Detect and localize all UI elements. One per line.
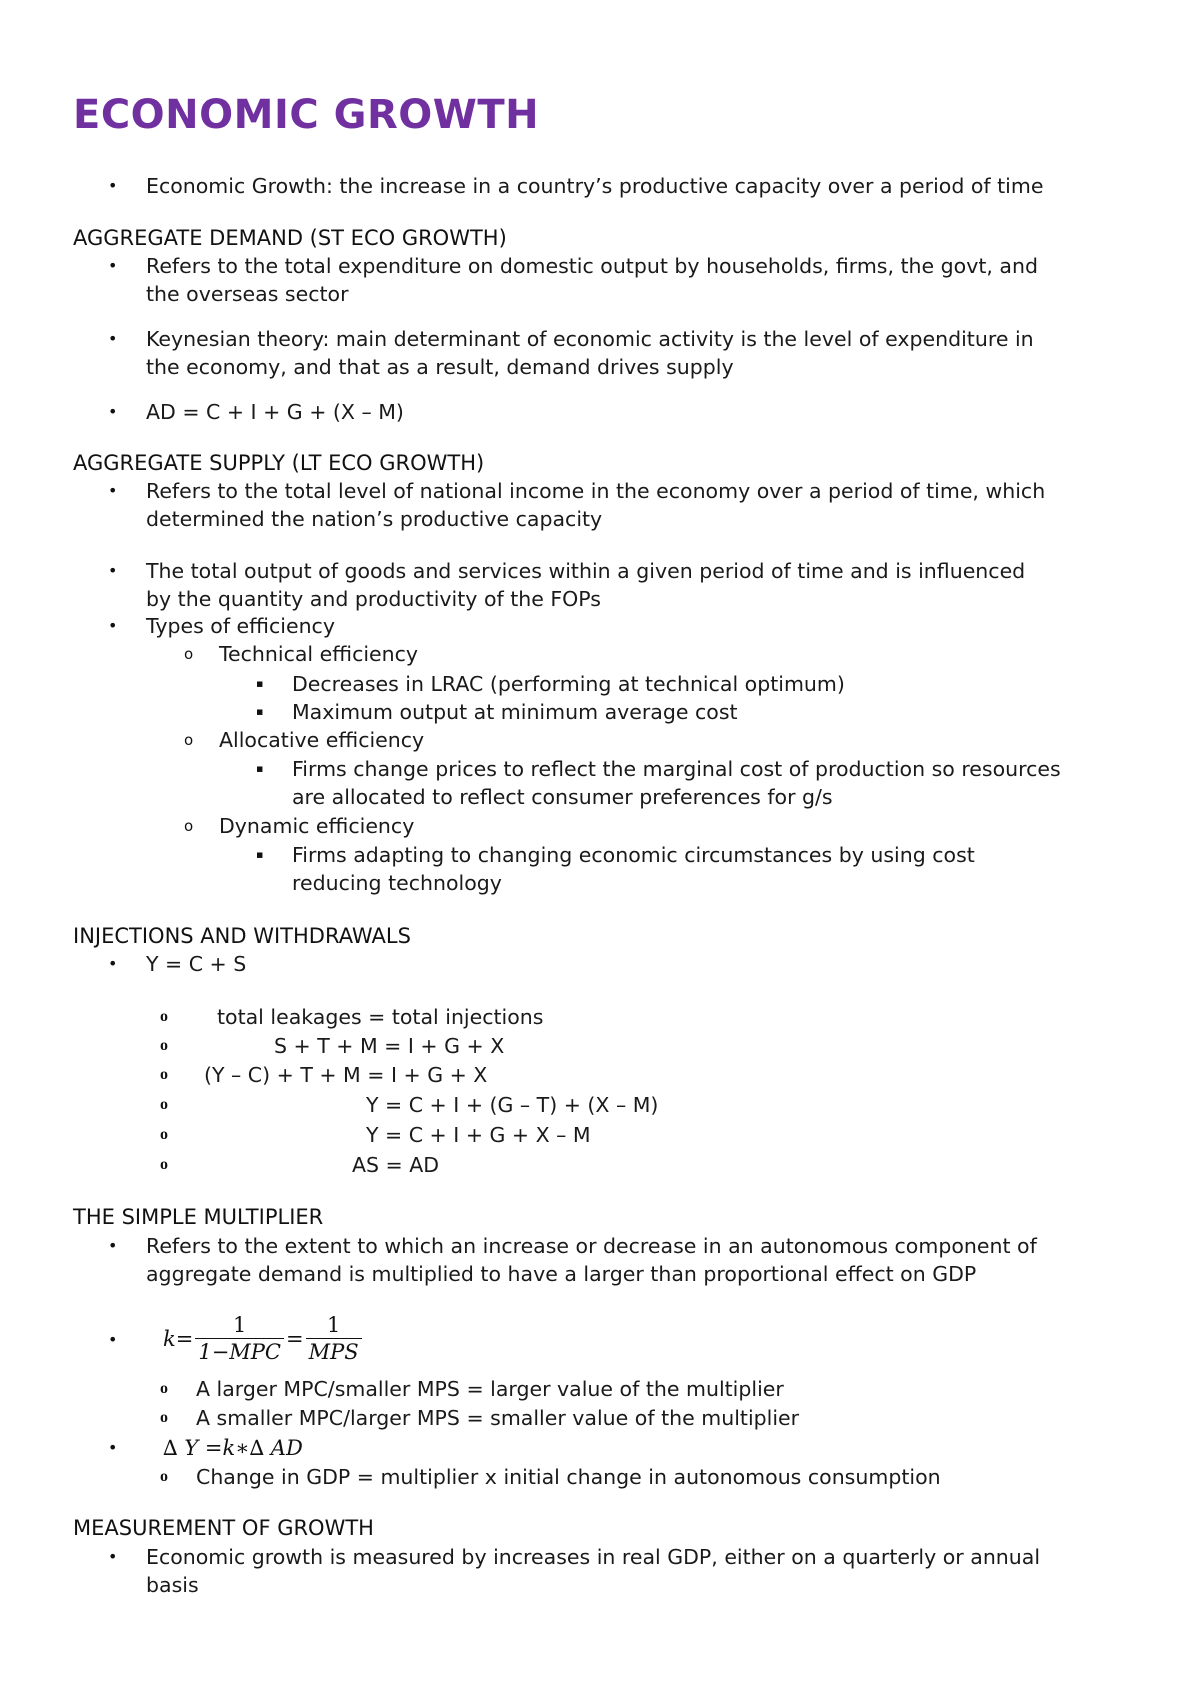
- technical-item-1: Decreases in LRAC (performing at technical optimum): [292, 672, 845, 696]
- section-heading-aggregate-supply: AGGREGATE SUPPLY (LT ECO GROWTH): [73, 451, 485, 475]
- bullet-marker: •: [108, 176, 118, 195]
- circle-marker: o: [160, 1008, 168, 1025]
- equation-4: Y = C + I + (G – T) + (X – M): [366, 1093, 659, 1117]
- multiplier-sub-1: A larger MPC/smaller MPS = larger value of the multiplier: [196, 1377, 784, 1401]
- bullet-marker: •: [108, 256, 118, 275]
- square-marker: ▪: [256, 848, 264, 861]
- bullet-marker: •: [108, 329, 118, 348]
- ad-bullet-1-line-1: Refers to the total expenditure on domestic output by households, firms, the govt, and: [146, 254, 1038, 278]
- equation-1: total leakages = total injections: [217, 1005, 544, 1029]
- equation-3: (Y – C) + T + M = I + G + X: [204, 1063, 488, 1087]
- equation-5: Y = C + I + G + X – M: [366, 1123, 591, 1147]
- allocative-item-line-1: Firms change prices to reflect the marginal cost of production so resources: [292, 757, 1061, 781]
- ad-bullet-2-line-2: the economy, and that as a result, demand drives supply: [146, 355, 734, 379]
- circle-marker: o: [184, 645, 194, 663]
- ad-formula: AD = C + I + G + (X – M): [146, 400, 404, 424]
- ad-bullet-2-line-1: Keynesian theory: main determinant of economic activity is the level of expenditure in: [146, 327, 1034, 351]
- equals-sign: =: [286, 1326, 304, 1351]
- circle-marker: o: [160, 1126, 168, 1143]
- delta-formula: ∆ Y =k∗∆ AD: [163, 1436, 303, 1460]
- dynamic-efficiency: Dynamic efficiency: [219, 814, 415, 838]
- dynamic-item-line-1: Firms adapting to changing economic circumstances by using cost: [292, 843, 975, 867]
- numerator: 1: [306, 1312, 362, 1339]
- measurement-line-1: Economic growth is measured by increases in real GDP, either on a quarterly or annual: [146, 1545, 1041, 1569]
- allocative-item-line-2: are allocated to reflect consumer preferences for g/s: [292, 785, 833, 809]
- as-bullet-2-line-1: The total output of goods and services within a given period of time and is influenced: [146, 559, 1026, 583]
- circle-marker: o: [160, 1096, 168, 1113]
- circle-marker: o: [160, 1066, 168, 1083]
- circle-marker: o: [184, 817, 194, 835]
- bullet-marker: •: [108, 481, 118, 500]
- circle-marker: o: [160, 1409, 168, 1426]
- dynamic-item-line-2: reducing technology: [292, 871, 502, 895]
- multiplier-sub-2: A smaller MPC/larger MPS = smaller value of the multiplier: [196, 1406, 800, 1430]
- multiplier-formula: [163, 1312, 364, 1365]
- equation-2: S + T + M = I + G + X: [274, 1034, 505, 1058]
- circle-marker: o: [160, 1156, 168, 1173]
- as-bullet-1-line-2: determined the nation’s productive capacity: [146, 507, 603, 531]
- measurement-line-2: basis: [146, 1573, 199, 1597]
- ad-bullet-1-line-2: the overseas sector: [146, 282, 349, 306]
- bullet-marker: •: [108, 1547, 118, 1566]
- section-heading-measurement: MEASUREMENT OF GROWTH: [73, 1516, 374, 1540]
- technical-item-2: Maximum output at minimum average cost: [292, 700, 738, 724]
- intro-text: Economic Growth: the increase in a country’s productive capacity over a period of time: [146, 174, 1044, 198]
- multiplier-k: k: [163, 1326, 176, 1351]
- equation-6: AS = AD: [352, 1153, 440, 1177]
- denominator-mps: MPS: [308, 1340, 359, 1364]
- as-bullet-2-line-2: by the quantity and productivity of the FOPs: [146, 587, 601, 611]
- circle-marker: o: [160, 1468, 168, 1485]
- circle-marker: o: [160, 1380, 168, 1397]
- bullet-marker: •: [108, 954, 118, 973]
- circle-marker: o: [184, 731, 194, 749]
- fraction-1-over-mps: [306, 1312, 362, 1365]
- numerator: 1: [195, 1312, 284, 1339]
- injections-identity: Y = C + S: [146, 952, 247, 976]
- equals-sign: =: [175, 1326, 194, 1351]
- square-marker: ▪: [256, 677, 264, 690]
- as-types-of-efficiency: Types of efficiency: [146, 614, 335, 638]
- square-marker: ▪: [256, 705, 264, 718]
- multiplier-sub-3: Change in GDP = multiplier x initial change in autonomous consumption: [196, 1465, 941, 1489]
- multiplier-def-line-2: aggregate demand is multiplied to have a larger than proportional effect on GDP: [146, 1262, 977, 1286]
- allocative-efficiency: Allocative efficiency: [219, 728, 425, 752]
- bullet-marker: •: [108, 1330, 118, 1349]
- section-heading-injections: INJECTIONS AND WITHDRAWALS: [73, 924, 411, 948]
- section-heading-multiplier: THE SIMPLE MULTIPLIER: [73, 1205, 324, 1229]
- fraction-1-over-1-minus-mpc: [195, 1312, 284, 1365]
- circle-marker: o: [160, 1037, 168, 1054]
- as-bullet-1-line-1: Refers to the total level of national income in the economy over a period of time, which: [146, 479, 1046, 503]
- technical-efficiency: Technical efficiency: [219, 642, 419, 666]
- section-heading-aggregate-demand: AGGREGATE DEMAND (ST ECO GROWTH): [73, 226, 507, 250]
- denominator-1-minus-mpc: 1−MPC: [198, 1340, 282, 1364]
- bullet-marker: •: [108, 616, 118, 635]
- bullet-marker: •: [108, 1236, 118, 1255]
- bullet-marker: •: [108, 1438, 118, 1457]
- bullet-marker: •: [108, 561, 118, 580]
- bullet-marker: •: [108, 402, 118, 421]
- square-marker: ▪: [256, 762, 264, 775]
- page-title: ECONOMIC GROWTH: [73, 92, 540, 138]
- multiplier-def-line-1: Refers to the extent to which an increase or decrease in an autonomous component of: [146, 1234, 1037, 1258]
